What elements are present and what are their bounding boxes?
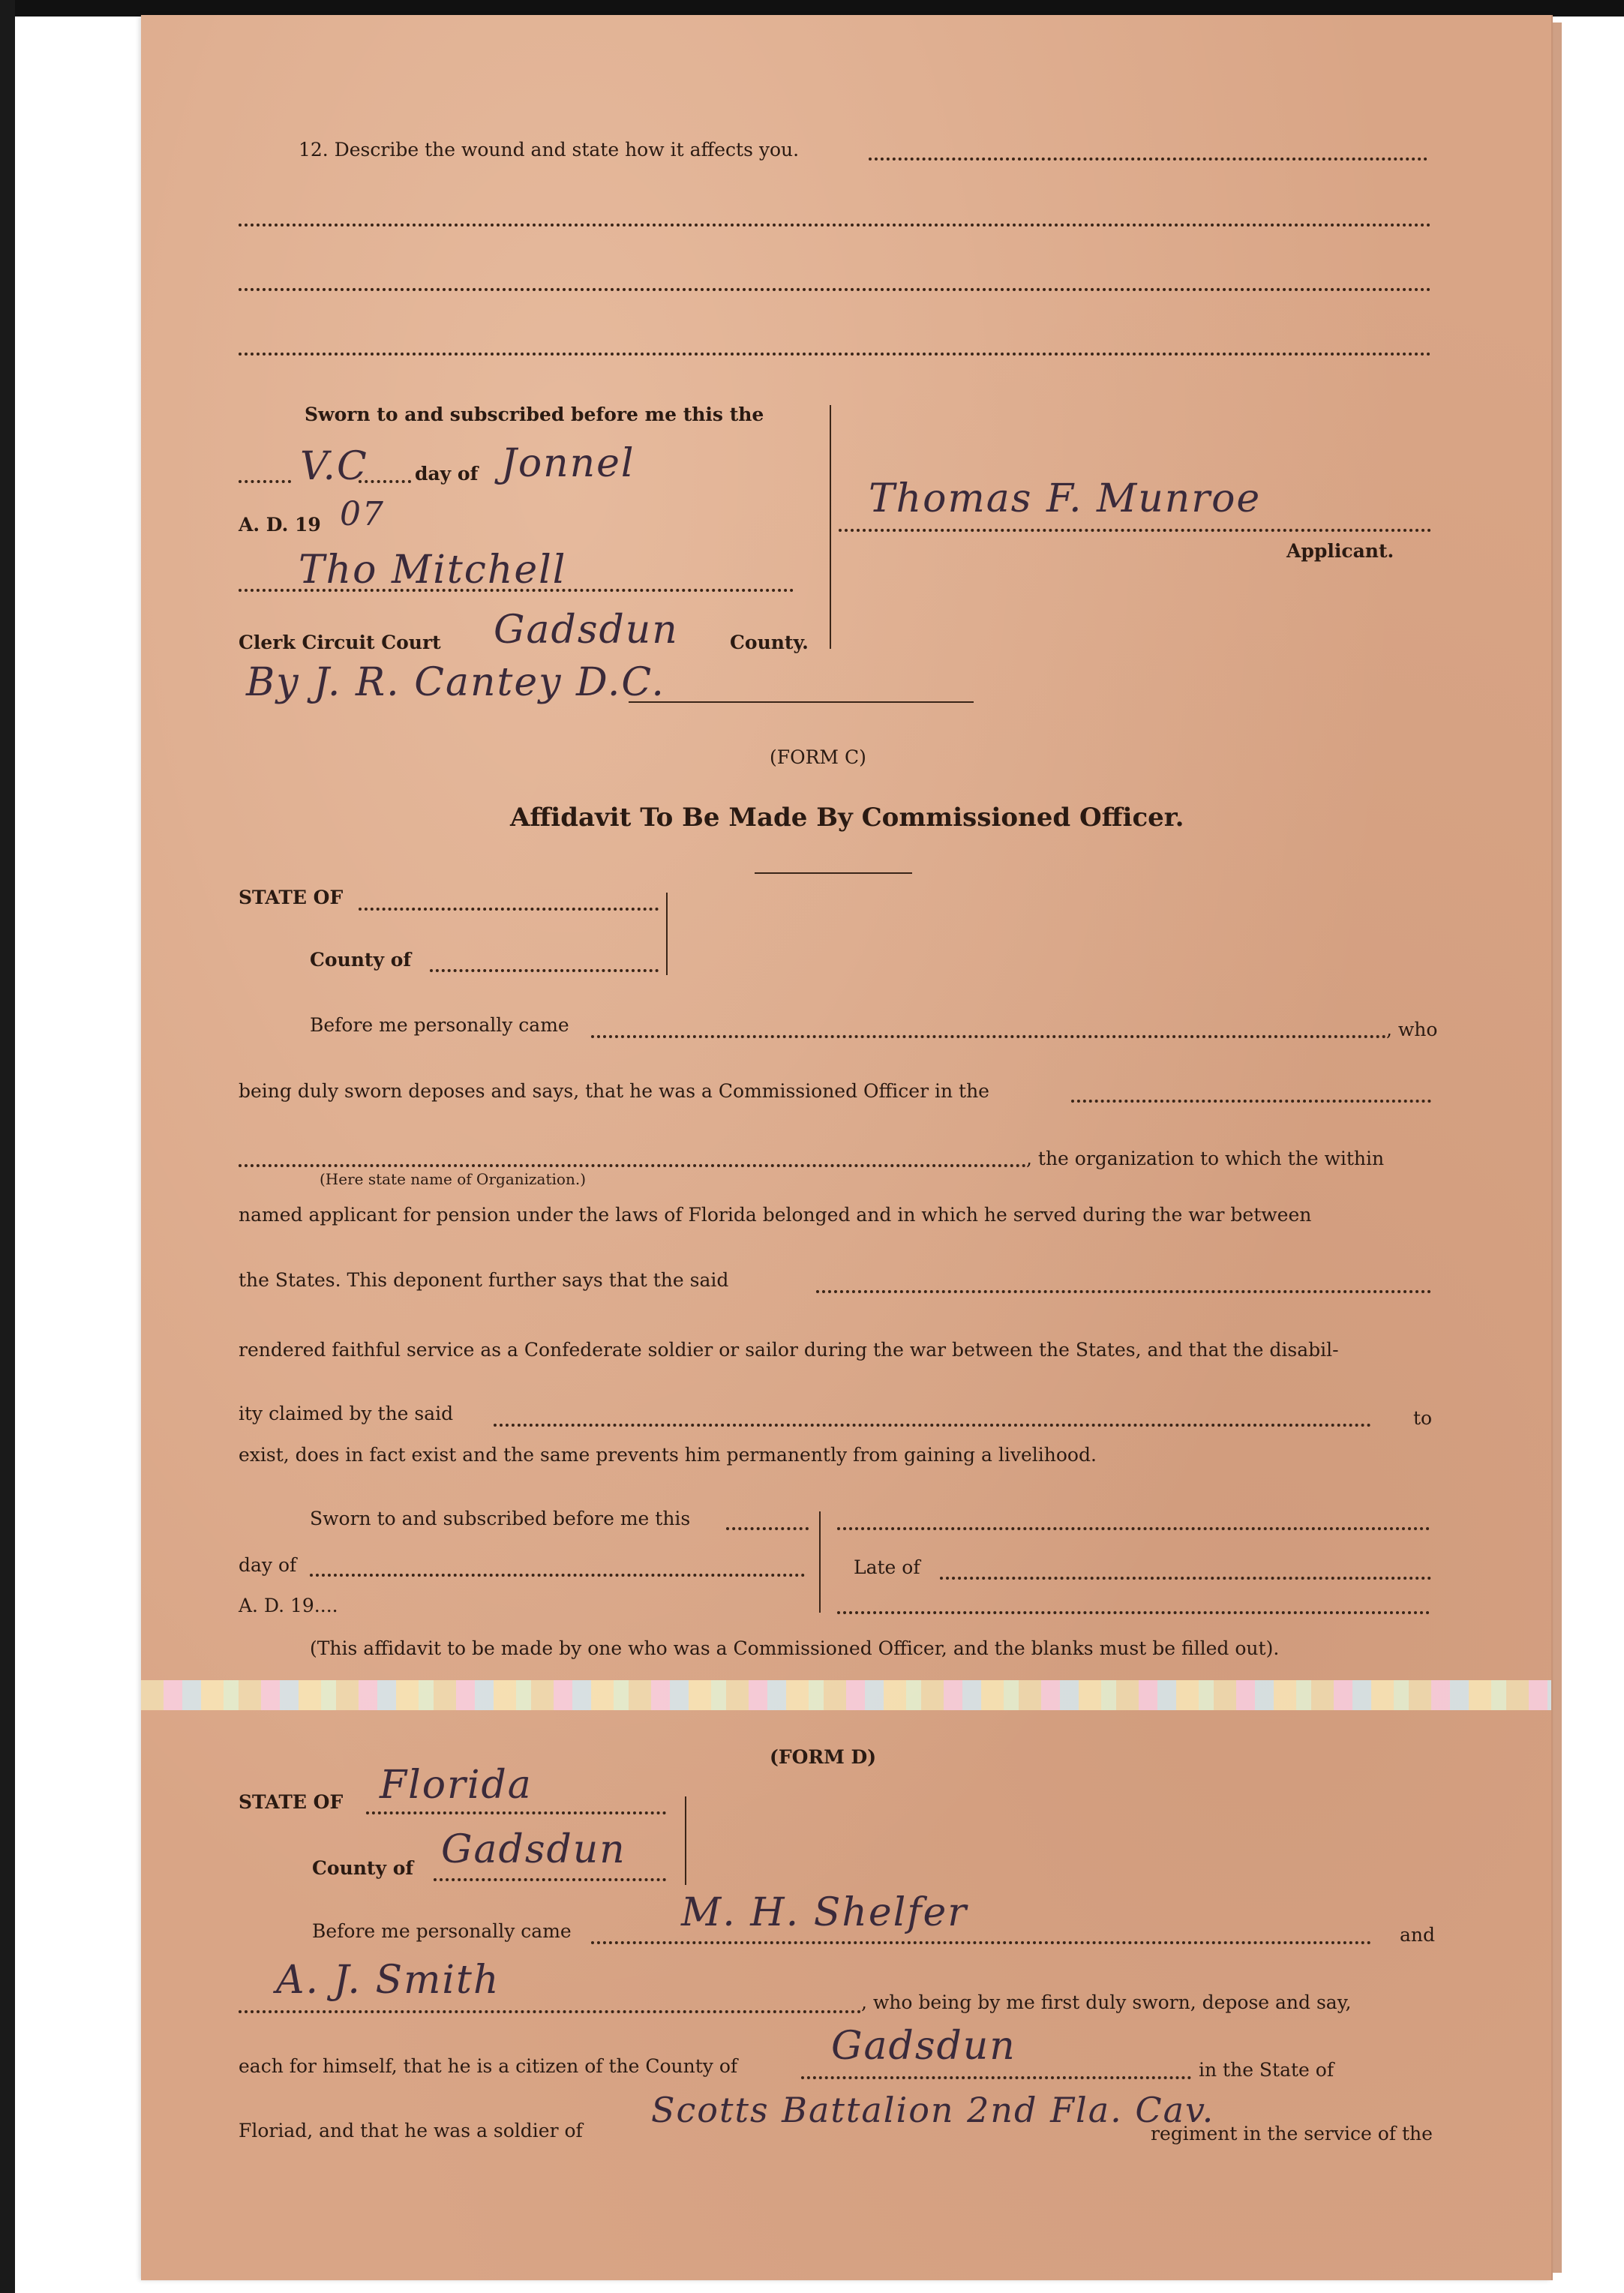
oath-text: Sworn to and subscribed before me this	[310, 1508, 691, 1529]
dotted-line	[1071, 1100, 1431, 1103]
dotted-line	[239, 480, 291, 483]
document-page	[141, 15, 1551, 2280]
bracket-line	[685, 1796, 686, 1885]
pension-text: named applicant for pension under the laws of Florida belonged and in which he served during the war between	[239, 1204, 1312, 1226]
before-me-text: Before me personally came	[310, 1014, 569, 1036]
before-me-text: Before me personally came	[312, 1920, 572, 1942]
person1-handwritten: M. H. Shelfer	[681, 1890, 968, 1935]
state-handwritten: Florida	[380, 1763, 533, 1808]
bracket-line	[819, 1511, 821, 1613]
dotted-line	[869, 158, 1427, 161]
day-of-label: day of	[239, 1554, 297, 1576]
form-c-label: (FORM C)	[770, 746, 866, 768]
county-of-label: County of	[312, 1857, 414, 1879]
dotted-line	[591, 1035, 1386, 1038]
county-of-label: County of	[310, 949, 412, 971]
year-label: A. D. 19	[239, 514, 321, 536]
paper-edge	[1551, 23, 1562, 2273]
clerk-signature: Tho Mitchell	[299, 548, 567, 593]
day-of-label: day of	[415, 463, 479, 485]
dotted-line	[359, 480, 411, 483]
citizen-text: each for himself, that he is a citizen of the County of	[239, 2055, 738, 2077]
signature-underline	[629, 701, 974, 703]
applicant-signature: Thomas F. Munroe	[869, 476, 1262, 521]
state-of-label: STATE OF	[239, 1791, 344, 1813]
day-handwritten: V.C	[300, 444, 368, 489]
sworn-text: , who being by me first duly sworn, depose and say,	[861, 1991, 1352, 2013]
dotted-line	[310, 1574, 805, 1577]
county2-handwritten: Gadsdun	[831, 2024, 1016, 2069]
regiment-text: regiment in the service of the	[1151, 2123, 1433, 2144]
dotted-line	[366, 1811, 666, 1814]
organization-hint: (Here state name of Organization.)	[320, 1170, 586, 1188]
livelihood-text: exist, does in fact exist and the same prevents him permanently from gaining a livelihood.	[239, 1444, 1097, 1466]
oath-line: Sworn to and subscribed before me this the	[305, 404, 764, 425]
disability-text: ity claimed by the said	[239, 1403, 454, 1424]
bracket-line	[666, 893, 668, 975]
dotted-line	[591, 1941, 1371, 1944]
late-of-label: Late of	[854, 1556, 920, 1578]
commissioned-officer-text: being duly sworn deposes and says, that he was a Commissioned Officer in the	[239, 1080, 989, 1102]
scan-glare	[141, 1680, 1551, 1710]
to-text: to	[1413, 1407, 1433, 1429]
dotted-line	[239, 2010, 861, 2013]
dotted-line	[726, 1527, 809, 1530]
question-12: 12. Describe the wound and state how it affects you.	[299, 139, 800, 161]
form-c-title: Affidavit To Be Made By Commissioned Officer.	[510, 803, 1184, 833]
soldier-text: Floriad, and that he was a soldier of	[239, 2120, 583, 2141]
organization-text: , the organization to which the within	[1026, 1148, 1385, 1169]
clerk-label: Clerk Circuit Court	[239, 632, 441, 653]
deputy-signature: By J. R. Cantey D.C.	[246, 660, 665, 705]
state-of-text: in the State of	[1199, 2059, 1334, 2081]
county-handwritten: Gadsdun	[494, 608, 679, 653]
scan-border-left	[0, 0, 15, 2293]
form-d-label: (FORM D)	[770, 1746, 877, 1768]
and-text: and	[1400, 1924, 1436, 1946]
dotted-line	[494, 1424, 1371, 1427]
dotted-line	[239, 1164, 1026, 1167]
year-label: A. D. 19....	[239, 1595, 338, 1616]
scan-border-top	[0, 0, 1624, 17]
year-handwritten: 07	[340, 495, 385, 533]
faithful-service-text: rendered faithful service as a Confederate soldier or sailor during the war between the States, and that the disabil-	[239, 1339, 1339, 1361]
dotted-line	[434, 1878, 666, 1881]
dotted-line	[239, 288, 1431, 291]
title-rule	[755, 872, 912, 874]
dotted-line	[837, 1611, 1430, 1614]
dotted-line	[839, 529, 1431, 532]
deponent-text: the States. This deponent further says that the said	[239, 1269, 729, 1291]
who-text: , who	[1386, 1019, 1438, 1040]
dotted-line	[430, 969, 659, 972]
dotted-line	[239, 353, 1431, 356]
affidavit-note: (This affidavit to be made by one who was a Commissioned Officer, and the blanks must be filled out).	[310, 1637, 1280, 1659]
dotted-line	[837, 1527, 1430, 1530]
regiment-handwritten: Scotts Battalion 2nd Fla. Cav.	[651, 2090, 1215, 2130]
applicant-label: Applicant.	[1286, 540, 1394, 562]
dotted-line	[816, 1290, 1431, 1293]
person2-handwritten: A. J. Smith	[276, 1958, 500, 2003]
state-of-label: STATE OF	[239, 887, 344, 908]
dotted-line	[359, 908, 659, 911]
dotted-line	[801, 2076, 1191, 2079]
dotted-line	[239, 224, 1431, 227]
dotted-line	[940, 1577, 1431, 1580]
month-handwritten: Jonnel	[501, 441, 635, 486]
county-handwritten: Gadsdun	[441, 1827, 626, 1872]
bracket-line	[830, 405, 831, 649]
county-label: County.	[730, 632, 809, 653]
